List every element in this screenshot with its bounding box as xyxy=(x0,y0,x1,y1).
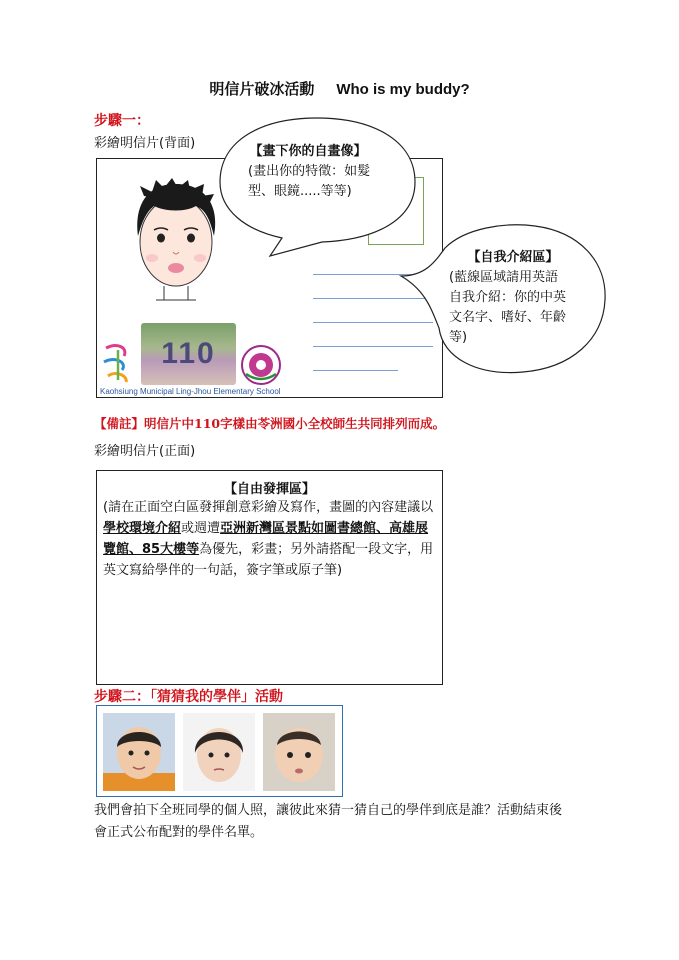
title-en: Who is my buddy? xyxy=(336,81,470,98)
bubble-intro-line: 文名字、嗜好、年齡 xyxy=(449,310,567,325)
school-emblem xyxy=(240,344,282,386)
bubble-self-portrait-text xyxy=(248,142,408,202)
postcard-front-label: 彩繪明信片(正面) xyxy=(94,444,196,459)
free-area-text: 或週遭 xyxy=(181,521,221,536)
student-photo xyxy=(103,713,175,791)
step1-heading: 步驟一： xyxy=(94,113,150,129)
blue-line xyxy=(313,370,398,371)
bubble-intro-title: 【自我介紹區】 xyxy=(467,250,559,265)
bubble-intro-line: (藍線區域請用英語 xyxy=(449,270,559,285)
photo-110-text: 110 xyxy=(161,337,216,370)
step2-description-line: 會正式公布配對的學伴名單。 xyxy=(94,825,264,840)
title-zh: 明信片破冰活動 xyxy=(209,80,315,98)
free-area-title: 【自由發揮區】 xyxy=(223,482,315,497)
school-logo-left xyxy=(98,340,138,386)
postcard-back-label: 彩繪明信片(背面) xyxy=(94,136,196,151)
school-photo xyxy=(141,323,236,385)
step2-description xyxy=(94,800,562,844)
free-area-underlined: 學校環境介紹 xyxy=(103,521,182,536)
bubble-self-portrait-title: 【畫下你的自畫像】 xyxy=(249,144,367,159)
step2-description-line: 我們會拍下全班同學的個人照，讓彼此來猜一猜自己的學伴到底是誰？活動結束後 xyxy=(94,803,563,818)
free-area-instructions xyxy=(103,497,438,581)
student-photos-frame xyxy=(96,705,343,797)
bubble-intro-text xyxy=(449,248,599,348)
student-photo xyxy=(263,713,335,791)
bubble-intro-line: 自我介紹：你的中英 xyxy=(449,290,567,305)
free-area-text: 為優先，彩畫；另外請搭配一段文字，用英文寫給學伴的一句話，簽字筆或原子筆) xyxy=(103,542,434,578)
bubble-self-portrait-line: 型、眼鏡.....等等) xyxy=(248,184,352,199)
free-area-underlined: 亞洲新灣區景點如圖書總館、高雄展覽館、85大樓等 xyxy=(103,521,429,557)
student-photo xyxy=(183,713,255,791)
step2-heading: 步驟二：「猜猜我的學伴」活動 xyxy=(94,689,283,705)
bubble-self-portrait-line: (畫出你的特徵：如髮 xyxy=(248,164,371,179)
page-title xyxy=(0,78,679,99)
bubble-intro-line: 等) xyxy=(449,330,468,345)
school-caption: Kaohsiung Municipal Ling-Jhou Elementary School xyxy=(100,387,281,396)
note-text: 【備註】明信片中110字樣由苓洲國小全校師生共同排列而成。 xyxy=(94,416,446,431)
free-area-text: (請在正面空白區發揮創意彩繪及寫作，畫圖的內容建議以 xyxy=(103,500,434,515)
